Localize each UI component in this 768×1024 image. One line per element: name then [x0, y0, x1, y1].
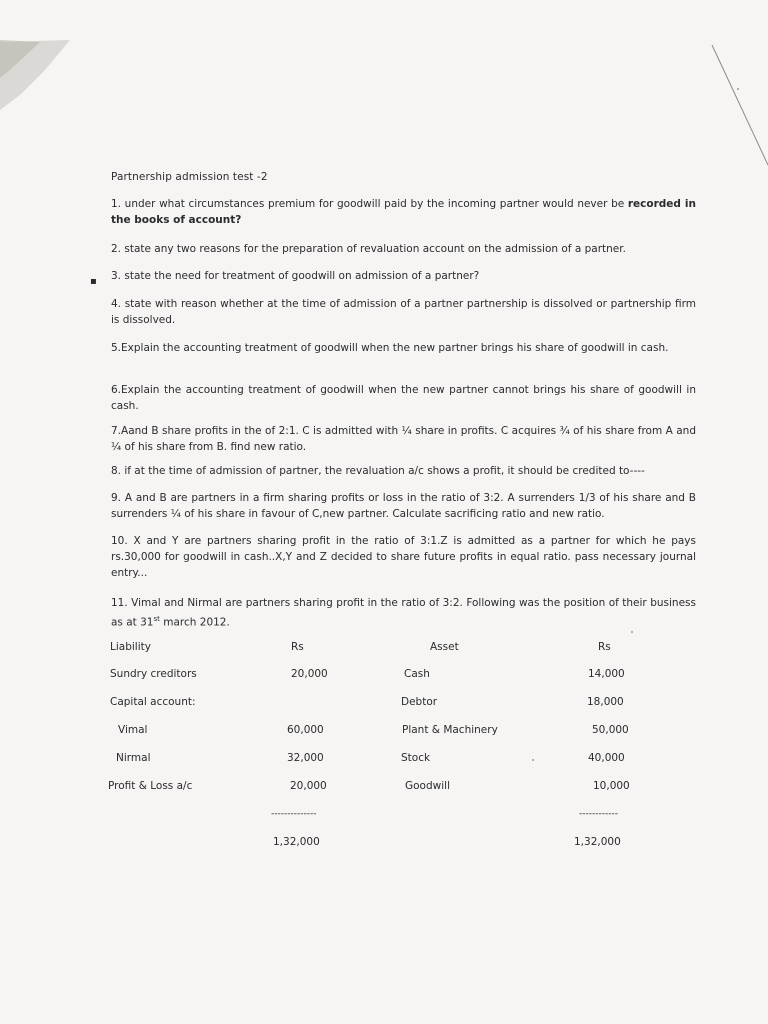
row-2-liability: Capital account:: [110, 696, 196, 708]
row-5-asset: Goodwill: [405, 780, 450, 792]
row-3-amount-liability: 60,000: [287, 724, 324, 736]
total-asset: 1,32,000: [574, 836, 621, 848]
row-4-asset: Stock: [401, 752, 431, 764]
question-10: 10. X and Y are partners sharing profit in the ratio of 3:1.Z is admitted as a partner for which he pays rs.30,000 for goodwill in cash..X,Y and Z decided to share future profits in equal ratio. pass necessary journal entry...: [111, 535, 696, 579]
page-title: Partnership admission test -2: [111, 171, 268, 183]
question-3: 3. state the need for treatment of goodwill on admission of a partner?: [111, 270, 480, 282]
total-rule-asset: ------------: [579, 809, 618, 819]
header-rs-asset: Rs: [598, 641, 611, 653]
question-8: 8. if at the time of admission of partner, the revaluation a/c shows a profit, it should be credited to----: [111, 465, 645, 477]
question-11-superscript: st: [153, 615, 160, 623]
scan-speck: [532, 759, 534, 761]
row-4-liability: Nirmal: [116, 752, 151, 764]
row-5-liability: Profit & Loss a/c: [108, 780, 193, 792]
row-2-amount-asset: 18,000: [587, 696, 624, 708]
row-4-amount-liability: 32,000: [287, 752, 324, 764]
header-asset: Asset: [430, 641, 459, 653]
row-3-asset: Plant & Machinery: [402, 724, 498, 736]
question-4: 4. state with reason whether at the time of admission of a partner partnership is dissolved or partnership firm is dissolved.: [111, 298, 696, 326]
question-11: [111, 595, 696, 631]
row-1-liability: Sundry creditors: [110, 668, 197, 680]
row-5-amount-liability: 20,000: [290, 780, 327, 792]
question-2: 2. state any two reasons for the preparation of revaluation account on the admission of a partner.: [111, 243, 626, 255]
question-1: [111, 196, 696, 228]
total-rule-liability: --------------: [271, 809, 317, 819]
header-rs-liability: Rs: [291, 641, 304, 653]
row-3-amount-asset: 50,000: [592, 724, 629, 736]
row-3-liability: Vimal: [118, 724, 148, 736]
total-liability: 1,32,000: [273, 836, 320, 848]
row-4-amount-asset: 40,000: [588, 752, 625, 764]
question-1-bold-text: recorded in the books of account?: [111, 198, 696, 226]
row-1-amount-asset: 14,000: [588, 668, 625, 680]
scan-speck: [737, 88, 739, 90]
row-5-amount-asset: 10,000: [593, 780, 630, 792]
row-1-amount-liability: 20,000: [291, 668, 328, 680]
question-5: 5.Explain the accounting treatment of goodwill when the new partner brings his share of goodwill in cash.: [111, 342, 669, 354]
question-9: 9. A and B are partners in a firm sharing profits or loss in the ratio of 3:2. A surrenders 1/3 of his share and B surrenders ¼ of his share in favour of C,new partner. Calculate sacrificing ratio and new ratio.: [111, 492, 696, 520]
question-11-text: 11. Vimal and Nirmal are partners sharing profit in the ratio of 3:2. Following was the position of their business as at 31: [111, 597, 696, 629]
question-1-text: 1. under what circumstances premium for goodwill paid by the incoming partner would never be: [111, 198, 625, 210]
stray-mark: ▪: [90, 276, 97, 287]
row-1-asset: Cash: [404, 668, 430, 680]
question-11-tail: march 2012.: [159, 616, 230, 629]
row-2-asset: Debtor: [401, 696, 438, 708]
header-liability: Liability: [110, 641, 151, 653]
page-fold-shadow: [0, 0, 768, 200]
question-7: 7.Aand B share profits in the of 2:1. C is admitted with ¼ share in profits. C acquires ¾ of his share from A and ¼ of his share from B. find new ratio.: [111, 425, 696, 453]
question-6: 6.Explain the accounting treatment of goodwill when the new partner cannot brings his share of goodwill in cash.: [111, 384, 696, 412]
scan-speck: [631, 631, 633, 633]
